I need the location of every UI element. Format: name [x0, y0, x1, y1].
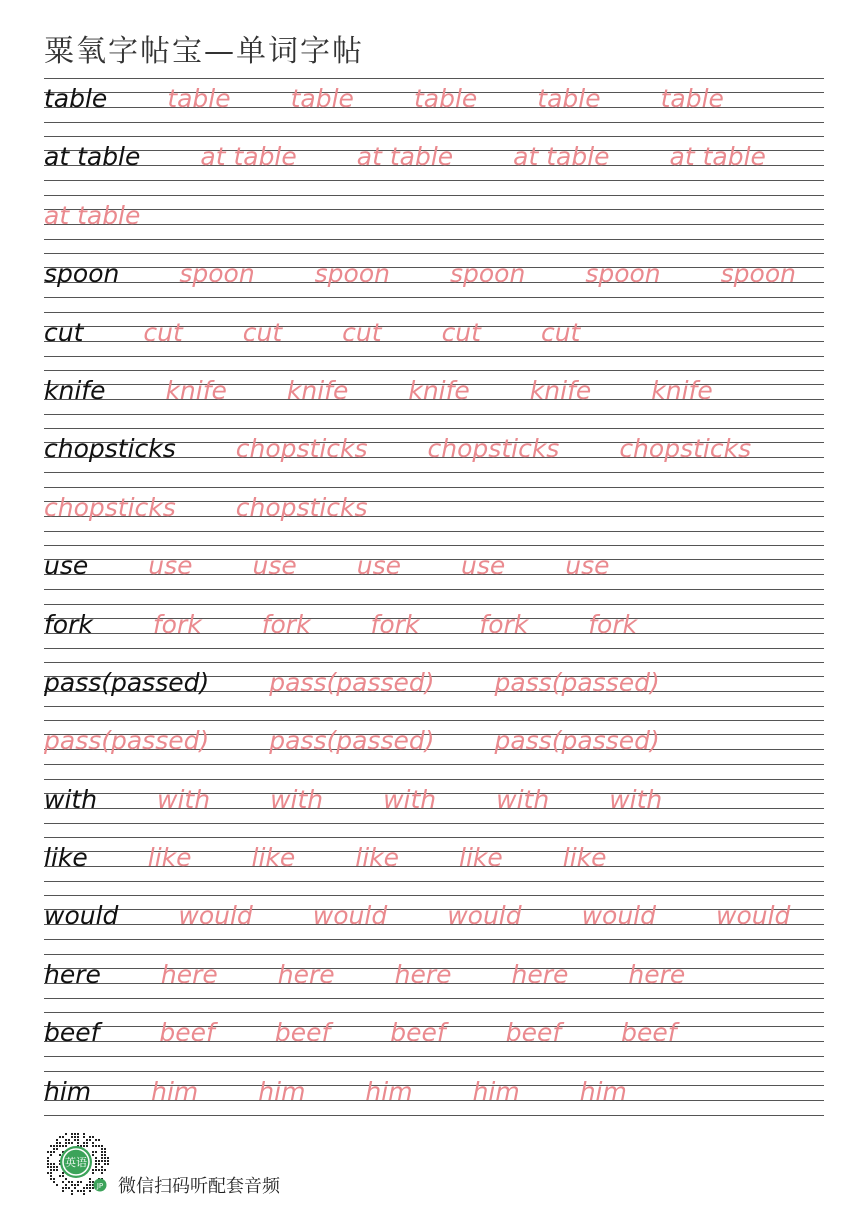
trace-word: spoon: [179, 259, 255, 289]
trace-word: cut: [342, 317, 382, 347]
trace-word: spoon: [585, 259, 661, 289]
guide-line: [44, 604, 824, 605]
trace-word: with: [609, 784, 663, 814]
guide-line: [44, 414, 824, 415]
trace-word: fork: [261, 609, 311, 639]
guide-line: [44, 136, 824, 137]
practice-row: [44, 487, 824, 545]
model-word: here: [44, 959, 101, 989]
trace-word: chopsticks: [427, 434, 560, 464]
trace-word: spoon: [449, 259, 526, 289]
guide-line: [44, 209, 824, 210]
model-word: cut: [44, 317, 84, 347]
guide-line: [44, 939, 824, 940]
trace-word: would: [178, 901, 253, 931]
footer: [42, 1128, 442, 1198]
model-word: at table: [44, 142, 141, 172]
practice-row: [44, 895, 824, 953]
model-word: table: [44, 84, 108, 113]
practice-row: [44, 604, 824, 662]
model-word: beef: [44, 1018, 100, 1048]
practice-row: [44, 428, 824, 486]
model-word: him: [44, 1076, 92, 1106]
practice-row: [44, 662, 824, 720]
guide-line: [44, 998, 824, 999]
trace-word: with: [383, 784, 437, 814]
guide-line: [44, 1071, 824, 1072]
trace-word: chopsticks: [619, 434, 752, 464]
trace-word: knife: [529, 375, 592, 405]
trace-word: cut: [242, 317, 283, 347]
trace-word: table: [413, 84, 478, 113]
trace-word: here: [394, 959, 452, 989]
practice-row: [44, 720, 824, 778]
practice-row: [44, 545, 824, 603]
guide-line: [44, 428, 824, 429]
trace-word: here: [628, 959, 686, 989]
trace-word: here: [277, 959, 335, 989]
trace-word: chopsticks: [44, 492, 176, 522]
guide-line: [44, 253, 824, 254]
trace-word: pass(passed): [494, 667, 660, 697]
trace-word: knife: [651, 375, 713, 405]
trace-word: cut: [540, 317, 581, 347]
trace-word: spoon: [314, 259, 390, 289]
trace-word: table: [167, 84, 231, 113]
guide-line: [44, 779, 824, 780]
trace-word: like: [459, 843, 503, 873]
trace-word: use: [252, 551, 297, 581]
trace-word: pass(passed): [269, 726, 435, 756]
trace-word: him: [151, 1076, 199, 1106]
trace-word: table: [537, 84, 601, 113]
trace-word: with: [270, 784, 324, 814]
trace-word: fork: [588, 609, 638, 639]
trace-word: would: [716, 901, 791, 931]
trace-word: like: [251, 843, 296, 873]
page-title: 粟氧字帖宝—单词字帖: [44, 34, 364, 69]
guide-line: [44, 180, 824, 181]
trace-word: knife: [165, 375, 227, 405]
trace-word: fork: [152, 609, 202, 639]
trace-word: at table: [669, 142, 766, 172]
practice-row: [44, 195, 824, 253]
model-word: fork: [44, 609, 93, 639]
trace-word: pass(passed): [269, 667, 435, 697]
trace-word: with: [157, 784, 211, 814]
guide-line: [44, 881, 824, 882]
trace-word: knife: [286, 375, 349, 405]
trace-word: table: [660, 84, 724, 113]
guide-line: [44, 297, 824, 298]
model-word: use: [44, 551, 89, 581]
trace-word: use: [565, 551, 610, 581]
model-word: spoon: [44, 259, 120, 289]
guide-line: [44, 370, 824, 371]
guide-line: [44, 487, 824, 488]
model-word: chopsticks: [44, 434, 176, 464]
guide-line: [44, 472, 824, 473]
trace-word: beef: [390, 1018, 446, 1048]
trace-word: beef: [159, 1018, 215, 1048]
trace-word: beef: [621, 1018, 677, 1048]
trace-word: at table: [513, 142, 610, 172]
trace-word: would: [447, 901, 522, 931]
trace-word: chopsticks: [235, 492, 368, 522]
trace-word: chopsticks: [235, 434, 368, 464]
trace-word: him: [258, 1076, 306, 1106]
trace-word: like: [147, 843, 192, 873]
guide-line: [44, 78, 824, 79]
guide-line: [44, 1012, 824, 1013]
trace-word: him: [472, 1076, 520, 1106]
trace-word: with: [496, 784, 550, 814]
trace-word: would: [581, 901, 656, 931]
guide-line: [44, 531, 824, 532]
guide-line: [44, 909, 824, 910]
trace-word: here: [511, 959, 569, 989]
guide-line: [44, 720, 824, 721]
guide-line: [44, 895, 824, 896]
guide-line: [44, 706, 824, 707]
guide-line: [44, 1115, 824, 1116]
trace-word: use: [356, 551, 402, 581]
guide-line: [44, 545, 824, 546]
practice-row: [44, 1071, 824, 1129]
trace-word: beef: [274, 1018, 331, 1048]
trace-word: at table: [44, 200, 141, 230]
guide-line: [44, 356, 824, 357]
practice-row: [44, 312, 824, 370]
guide-line: [44, 662, 824, 663]
trace-word: at table: [356, 142, 454, 172]
guide-line: [44, 282, 824, 283]
model-word: like: [44, 843, 88, 873]
trace-word: at table: [200, 142, 297, 172]
trace-word: table: [290, 84, 354, 113]
guide-line: [44, 764, 824, 765]
guide-line: [44, 924, 824, 925]
practice-row: [44, 136, 824, 194]
trace-word: him: [365, 1076, 413, 1106]
qr-corner-label: JP: [96, 1182, 104, 1190]
guide-line: [44, 837, 824, 838]
model-word: knife: [44, 375, 106, 405]
practice-row: [44, 253, 824, 311]
model-word: would: [44, 901, 119, 931]
guide-line: [44, 1056, 824, 1057]
qr-badge-label: 英语: [65, 1156, 87, 1169]
guide-line: [44, 122, 824, 123]
practice-row: [44, 954, 824, 1012]
trace-word: beef: [505, 1018, 562, 1048]
trace-word: spoon: [720, 259, 796, 289]
trace-word: cut: [143, 317, 183, 347]
trace-word: fork: [479, 609, 529, 639]
trace-word: pass(passed): [44, 726, 210, 756]
trace-word: him: [579, 1076, 627, 1106]
practice-rows: [44, 78, 824, 1129]
practice-row: [44, 1012, 824, 1070]
practice-row: [44, 779, 824, 837]
guide-line: [44, 195, 824, 196]
guide-line: [44, 648, 824, 649]
trace-word: like: [355, 843, 399, 873]
model-word: with: [44, 784, 98, 814]
trace-word: would: [312, 901, 388, 931]
trace-word: like: [562, 843, 607, 873]
trace-word: use: [461, 551, 506, 581]
practice-row: [44, 370, 824, 428]
practice-row: [44, 78, 824, 136]
guide-line: [44, 954, 824, 955]
trace-word: here: [160, 959, 218, 989]
guide-line: [44, 239, 824, 240]
audio-caption: 微信扫码听配套音频: [118, 1176, 280, 1197]
trace-word: cut: [441, 317, 481, 347]
model-word: pass(passed): [44, 667, 210, 697]
guide-line: [44, 589, 824, 590]
trace-word: pass(passed): [494, 726, 660, 756]
guide-line: [44, 823, 824, 824]
guide-line: [44, 312, 824, 313]
guide-line: [44, 224, 824, 225]
qr-code-icon[interactable]: [42, 1128, 110, 1196]
practice-row: [44, 837, 824, 895]
trace-word: use: [148, 551, 193, 581]
trace-word: knife: [408, 375, 470, 405]
trace-word: fork: [370, 609, 420, 639]
guide-line: [44, 267, 824, 268]
